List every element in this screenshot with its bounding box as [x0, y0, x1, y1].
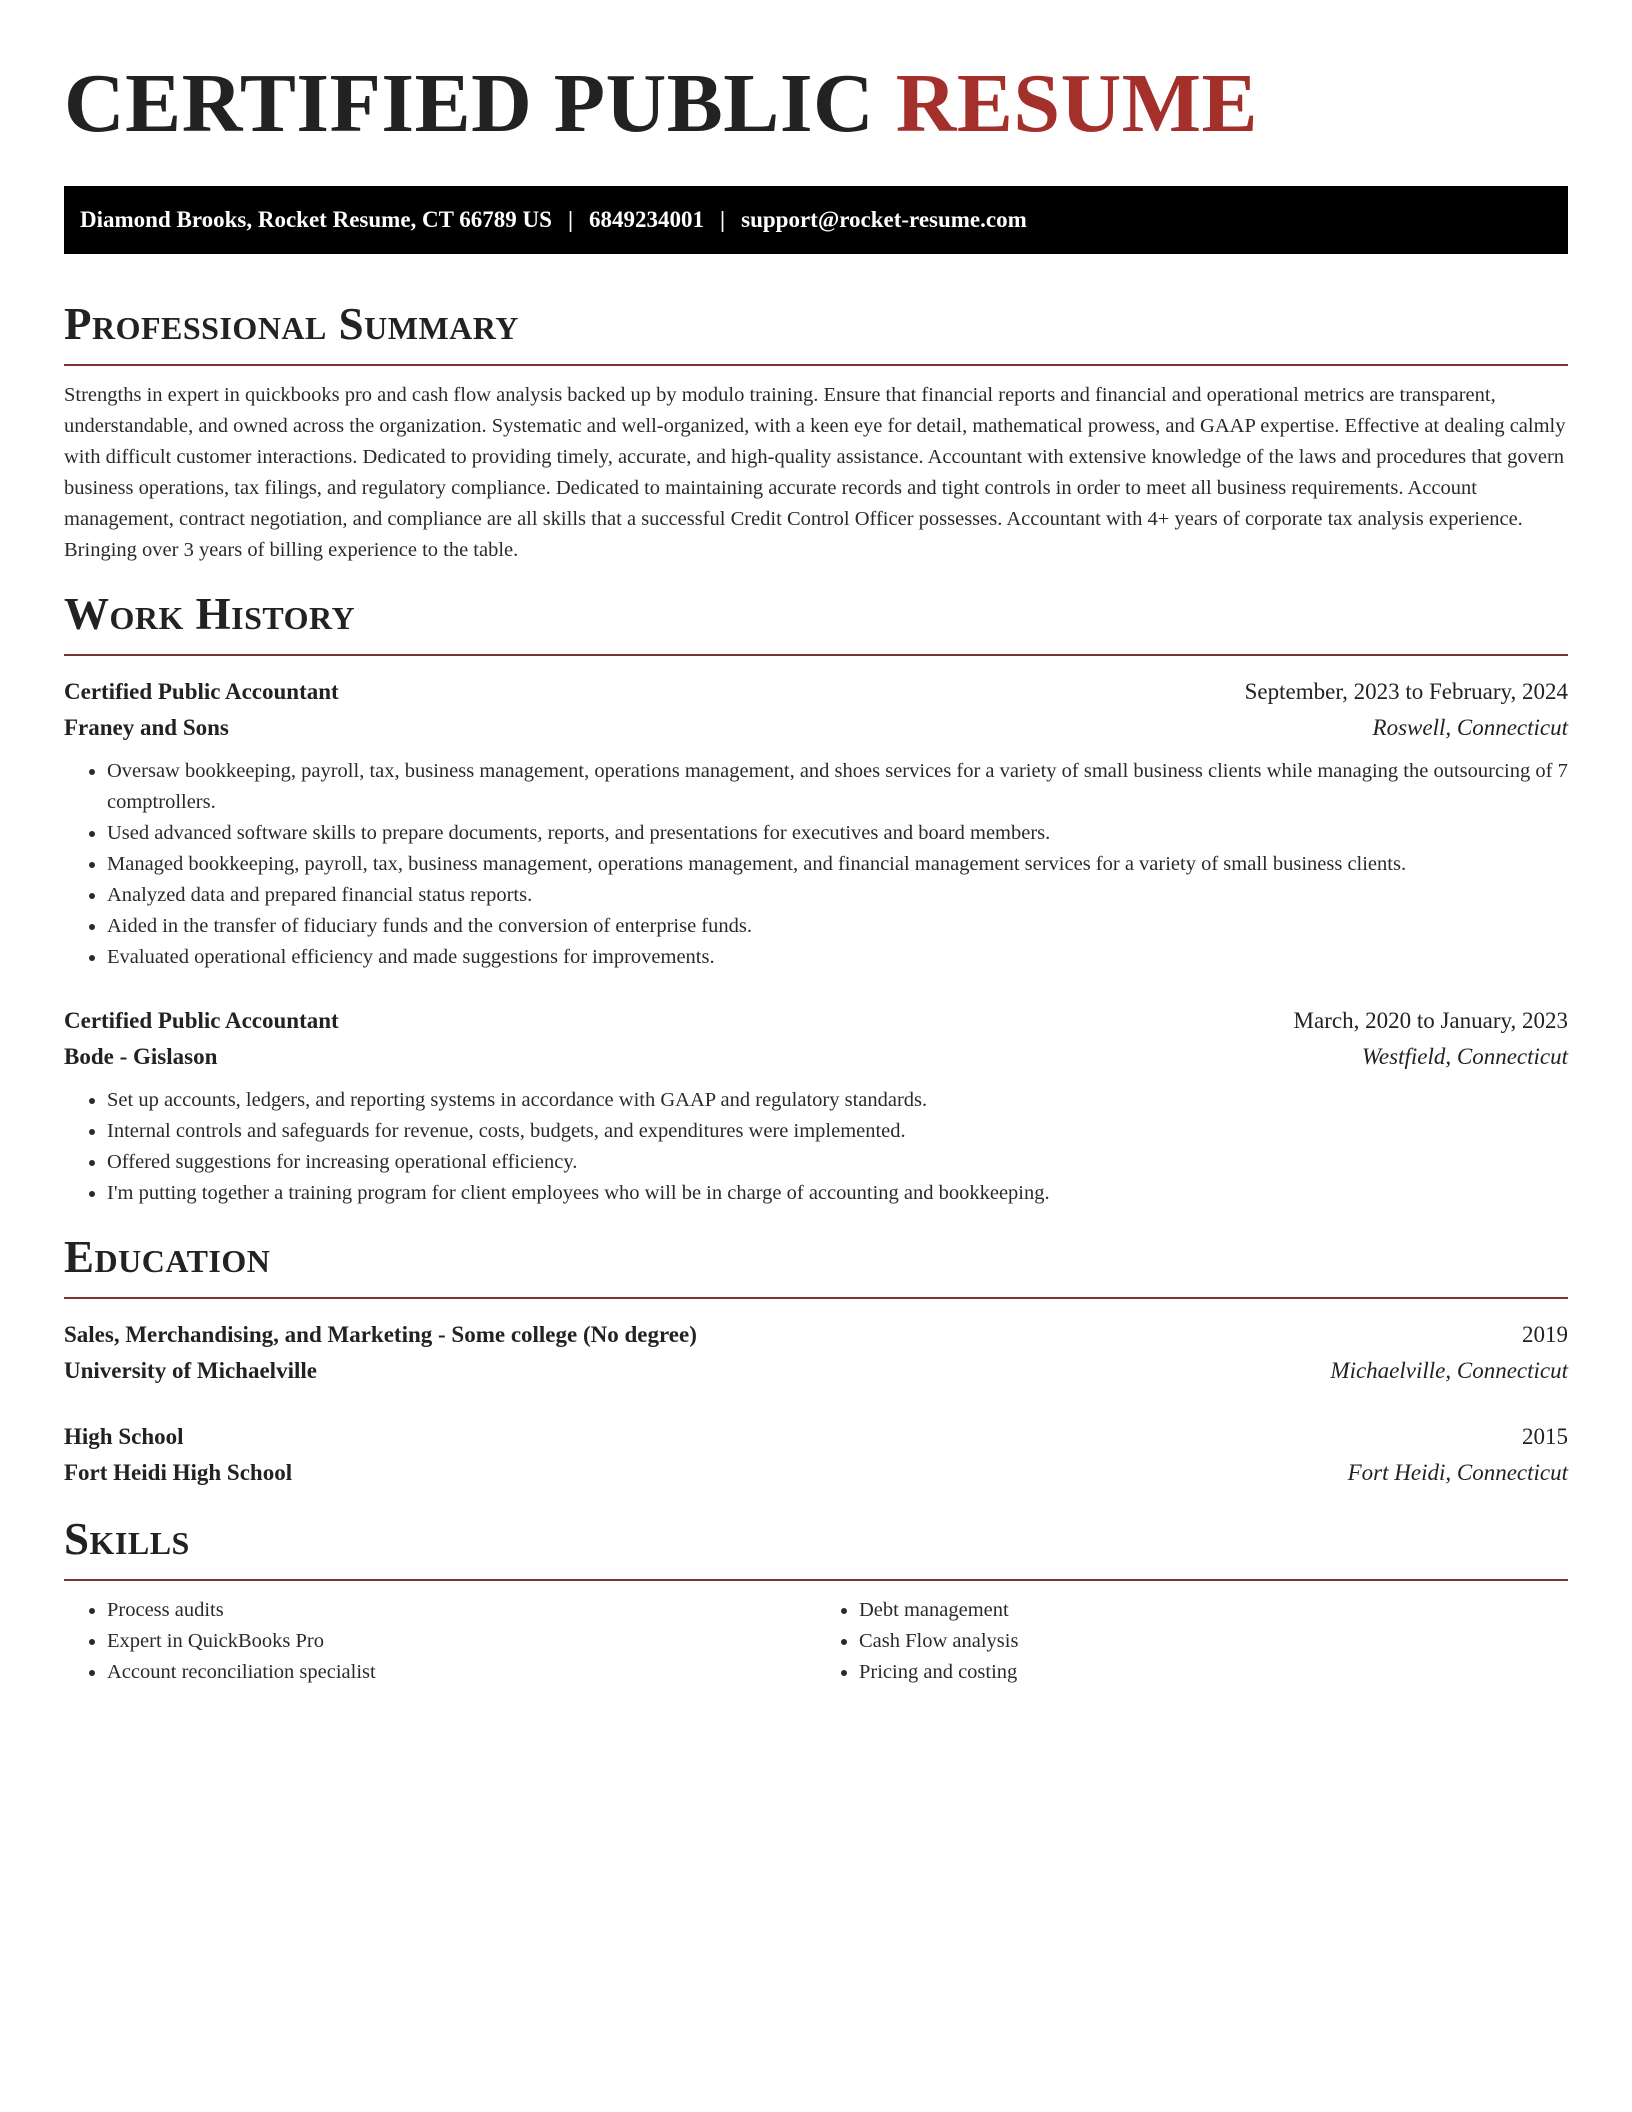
job-title: Certified Public Accountant	[64, 1008, 339, 1033]
section-divider	[64, 364, 1568, 366]
education-location: Fort Heidi, Connecticut	[1347, 1460, 1568, 1485]
list-item: • Managed bookkeeping, payroll, tax, business management, operations management, and financial management services for a variety of small business clients.	[107, 849, 1568, 880]
skills-heading: Skills	[64, 1514, 190, 1564]
job-title-row	[64, 1003, 1568, 1039]
work-heading: Work History	[64, 589, 356, 639]
job-location: Westfield, Connecticut	[1361, 1044, 1568, 1069]
education-school: University of Michaelville	[64, 1358, 317, 1383]
work-section	[64, 588, 1568, 1209]
job-company: Franey and Sons	[64, 715, 229, 740]
education-degree: High School	[64, 1424, 184, 1449]
job-company-row	[64, 710, 1568, 746]
job-dates: September, 2023 to February, 2024	[1244, 679, 1568, 704]
education-school: Fort Heidi High School	[64, 1460, 293, 1485]
education-year: 2019	[1522, 1322, 1568, 1347]
skills-section	[64, 1513, 1568, 1688]
education-location: Michaelville, Connecticut	[1330, 1358, 1568, 1383]
education-degree: Sales, Merchandising, and Marketing - Some college (No degree)	[64, 1322, 697, 1347]
summary-text: Strengths in expert in quickbooks pro and cash flow analysis backed up by modulo training. Ensure that financial reports and financial and operational metrics are transparent, understandable, and owned across the organization. Systematic and well-organized, with a keen eye for detail, mathematical prowess, and GAAP expertise. Effective at dealing calmly with difficult customer interactions. Dedicated to providing timely, accurate, and high-quality assistance. Accountant with extensive knowledge of the laws and procedures that govern business operations, tax filings, and regulatory compliance. Dedicated to maintaining accurate records and tight controls in order to meet all business requirements. Account management, contract negotiation, and compliance are all skills that a successful Credit Control Officer possesses. Accountant with 4+ years of corporate tax analysis experience. Bringing over 3 years of billing experience to the table.	[64, 384, 1566, 561]
education-year: 2015	[1522, 1424, 1568, 1449]
list-item: • Internal controls and safeguards for revenue, costs, budgets, and expenditures were implemented.	[107, 1116, 1568, 1147]
title-main: CERTIFIED PUBLIC	[64, 57, 875, 150]
contact-address: Diamond Brooks, Rocket Resume, CT 66789 US	[80, 207, 552, 232]
job-company: Bode - Gislason	[64, 1044, 218, 1069]
job-bullets	[64, 1085, 1568, 1209]
contact-separator: |	[567, 207, 574, 232]
job-title-row	[64, 674, 1568, 710]
skills-columns	[64, 1595, 1568, 1688]
skills-right-list	[816, 1595, 1568, 1688]
list-item: • Account reconciliation specialist	[107, 1657, 816, 1688]
job-dates: March, 2020 to January, 2023	[1293, 1008, 1568, 1033]
list-item: • Offered suggestions for increasing operational efficiency.	[107, 1147, 1568, 1178]
list-item: • Aided in the transfer of fiduciary funds and the conversion of enterprise funds.	[107, 911, 1568, 942]
title-accent: RESUME	[895, 57, 1259, 150]
education-section	[64, 1231, 1568, 1491]
list-item: • I'm putting together a training program for client employees who will be in charge of accounting and bookkeeping.	[107, 1178, 1568, 1209]
contact-email: support@rocket-resume.com	[741, 207, 1027, 232]
list-item: • Expert in QuickBooks Pro	[107, 1626, 816, 1657]
education-entry	[64, 1419, 1568, 1491]
education-school-row	[64, 1353, 1568, 1389]
list-item: • Oversaw bookkeeping, payroll, tax, business management, operations management, and shoes services for a variety of small business clients while managing the outsourcing of 7 comptrollers.	[107, 756, 1568, 818]
section-divider	[64, 1297, 1568, 1299]
contact-phone: 6849234001	[589, 207, 705, 232]
list-item: • Process audits	[107, 1595, 816, 1626]
list-item: • Used advanced software skills to prepare documents, reports, and presentations for executives and board members.	[107, 818, 1568, 849]
list-item: • Debt management	[859, 1595, 1568, 1626]
education-school-row	[64, 1455, 1568, 1491]
job-entry	[64, 1003, 1568, 1209]
contact-separator: |	[720, 207, 726, 232]
job-title: Certified Public Accountant	[64, 679, 339, 704]
list-item: • Cash Flow analysis	[859, 1626, 1568, 1657]
summary-heading: Professional Summary	[64, 299, 519, 349]
resume-title	[64, 0, 1568, 152]
contact-bar	[64, 186, 1568, 254]
section-divider	[64, 654, 1568, 656]
education-degree-row	[64, 1317, 1568, 1353]
section-divider	[64, 1579, 1568, 1581]
education-degree-row	[64, 1419, 1568, 1455]
education-heading: Education	[64, 1232, 271, 1282]
job-entry	[64, 674, 1568, 973]
job-location: Roswell, Connecticut	[1372, 715, 1568, 740]
skills-left-list	[64, 1595, 816, 1688]
job-company-row	[64, 1039, 1568, 1075]
job-bullets	[64, 756, 1568, 973]
list-item: • Pricing and costing	[859, 1657, 1568, 1688]
summary-section	[64, 298, 1568, 566]
education-entry	[64, 1317, 1568, 1389]
list-item: • Set up accounts, ledgers, and reporting systems in accordance with GAAP and regulatory standards.	[107, 1085, 1568, 1116]
list-item: • Evaluated operational efficiency and made suggestions for improvements.	[107, 942, 1568, 973]
list-item: • Analyzed data and prepared financial status reports.	[107, 880, 1568, 911]
